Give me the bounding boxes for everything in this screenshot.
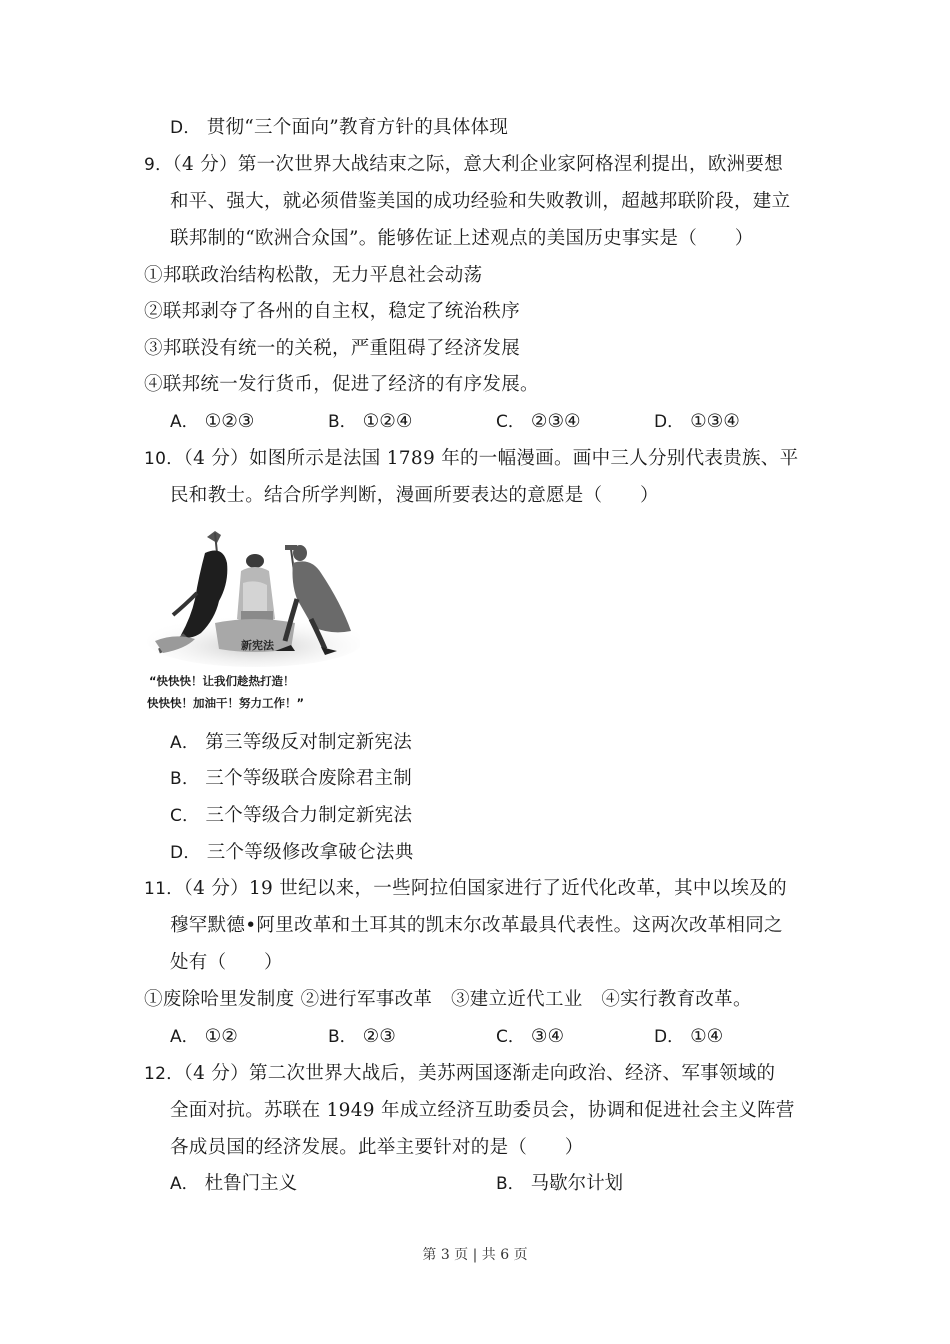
option-label: C．	[170, 806, 200, 826]
option-label: C．	[496, 1027, 525, 1047]
question-12-stem-line-3: 各成员国的经济发展。此举主要针对的是（ ）	[170, 1137, 584, 1158]
question-10-stem-line-1	[144, 447, 798, 471]
option-label: A．	[170, 1027, 199, 1047]
option-label: C．	[496, 412, 525, 432]
question-9-statement-4: ④联邦统一发行货币，促进了经济的有序发展。	[144, 374, 539, 395]
option-text: ①②	[204, 1026, 238, 1047]
question-10-option-c[interactable]	[170, 804, 412, 828]
question-9-statement-1: ①邦联政治结构松散，无力平息社会动荡	[144, 265, 483, 286]
question-11-statements: ①废除哈里发制度 ②进行军事改革 ③建立近代工业 ④实行教育改革。	[144, 989, 752, 1010]
question-11-option-c[interactable]	[496, 1025, 564, 1049]
cartoon-caption-line-1: “快快快！让我们趁热打造！	[149, 674, 295, 688]
question-12-option-b[interactable]	[496, 1172, 623, 1196]
option-label: B．	[170, 769, 200, 789]
question-12-options	[0, 1172, 950, 1196]
question-12-stem-line-1	[144, 1062, 775, 1086]
question-11-stem-line-3: 处有（ ）	[170, 952, 283, 973]
option-text: ③④	[530, 1026, 565, 1047]
question-number: 9．	[144, 155, 173, 175]
question-score: （4 分）	[183, 1063, 249, 1084]
question-11-option-d[interactable]	[654, 1025, 723, 1049]
question-score: （4 分）	[183, 878, 249, 899]
option-label: B．	[328, 1027, 357, 1047]
question-10-option-d[interactable]	[170, 841, 414, 865]
option-label: A．	[170, 1174, 199, 1194]
stem-text: 第一次世界大战结束之际，意大利企业家阿格涅利提出，欧洲要想	[237, 154, 784, 175]
question-11-stem-line-2: 穆罕默德•阿里改革和土耳其的凯末尔改革最具代表性。这两次改革相同之	[170, 915, 783, 936]
option-text: ①③④	[690, 411, 740, 432]
question-score: （4 分）	[183, 448, 249, 469]
question-10-stem-line-2: 民和教士。结合所学判断，漫画所要表达的意愿是（ ）	[170, 485, 659, 506]
question-11-option-a[interactable]	[170, 1025, 238, 1049]
stem-text: 第二次世界大战后，美苏两国逐渐走向政治、经济、军事领域的	[248, 1063, 776, 1084]
option-text: 杜鲁门主义	[204, 1173, 298, 1194]
question-10-option-b[interactable]	[170, 767, 412, 791]
option-label: B．	[328, 412, 357, 432]
stem-text: 如图所示是法国 1789 年的一幅漫画。画中三人分别代表贵族、平	[248, 448, 799, 469]
question-score: （4 分）	[172, 154, 238, 175]
option-text: ①②④	[362, 411, 413, 432]
option-text: 马歇尔计划	[530, 1173, 624, 1194]
question-9-option-a[interactable]	[170, 410, 254, 434]
option-label: A．	[170, 733, 200, 753]
question-number: 11．	[144, 879, 184, 899]
option-text: ①④	[690, 1026, 724, 1047]
option-text: 贯彻“三个面向”教育方针的具体体现	[206, 117, 509, 138]
question-9-stem-line-1	[144, 153, 783, 177]
option-text: 三个等级合力制定新宪法	[205, 805, 413, 826]
option-text: ②③	[362, 1026, 396, 1047]
option-label: D．	[654, 1027, 685, 1047]
option-label: A．	[170, 412, 199, 432]
question-number: 12．	[144, 1064, 184, 1084]
question-12-stem-line-2: 全面对抗。苏联在 1949 年成立经济互助委员会，协调和促进社会主义阵营	[170, 1100, 795, 1121]
option-text: ①②③	[204, 411, 255, 432]
question-9-option-b[interactable]	[328, 410, 412, 434]
option-label: D．	[654, 412, 685, 432]
option-label: D．	[170, 118, 201, 138]
option-text: 三个等级联合废除君主制	[205, 768, 413, 789]
question-9-statement-3: ③邦联没有统一的关税，严重阻碍了经济发展	[144, 338, 521, 359]
option-text: 三个等级修改拿破仑法典	[206, 842, 414, 863]
question-11-options	[0, 1025, 950, 1049]
option-label: D．	[170, 843, 201, 863]
question-9-options	[0, 410, 950, 434]
cartoon-label: 新宪法	[241, 639, 274, 652]
cartoon-figure	[145, 523, 360, 715]
question-9-stem-line-2: 和平、强大，就必须借鉴美国的成功经验和失败教训，超越邦联阶段，建立	[170, 191, 791, 212]
option-text: 第三等级反对制定新宪法	[205, 732, 413, 753]
page-footer: 第 3 页 | 共 6 页	[422, 1247, 528, 1263]
question-9-option-c[interactable]	[496, 410, 581, 434]
option-text: ②③④	[530, 411, 581, 432]
question-9-option-d[interactable]	[654, 410, 740, 434]
question-9-statement-2: ②联邦剥夺了各州的自主权，稳定了统治秩序	[144, 301, 521, 322]
prev-question-option-d	[170, 116, 508, 140]
option-label: B．	[496, 1174, 525, 1194]
question-11-stem-line-1	[144, 877, 787, 901]
cartoon-caption-line-2: 快快快！加油干！努力工作！”	[147, 696, 305, 710]
question-12-option-a[interactable]	[170, 1172, 297, 1196]
question-number: 10．	[144, 449, 184, 469]
question-11-option-b[interactable]	[328, 1025, 396, 1049]
question-9-stem-line-3: 联邦制的“欧洲合众国”。能够佐证上述观点的美国历史事实是（ ）	[170, 228, 754, 249]
question-10-option-a[interactable]	[170, 731, 412, 755]
stem-text: 19 世纪以来，一些阿拉伯国家进行了近代化改革，其中以埃及的	[248, 878, 787, 899]
